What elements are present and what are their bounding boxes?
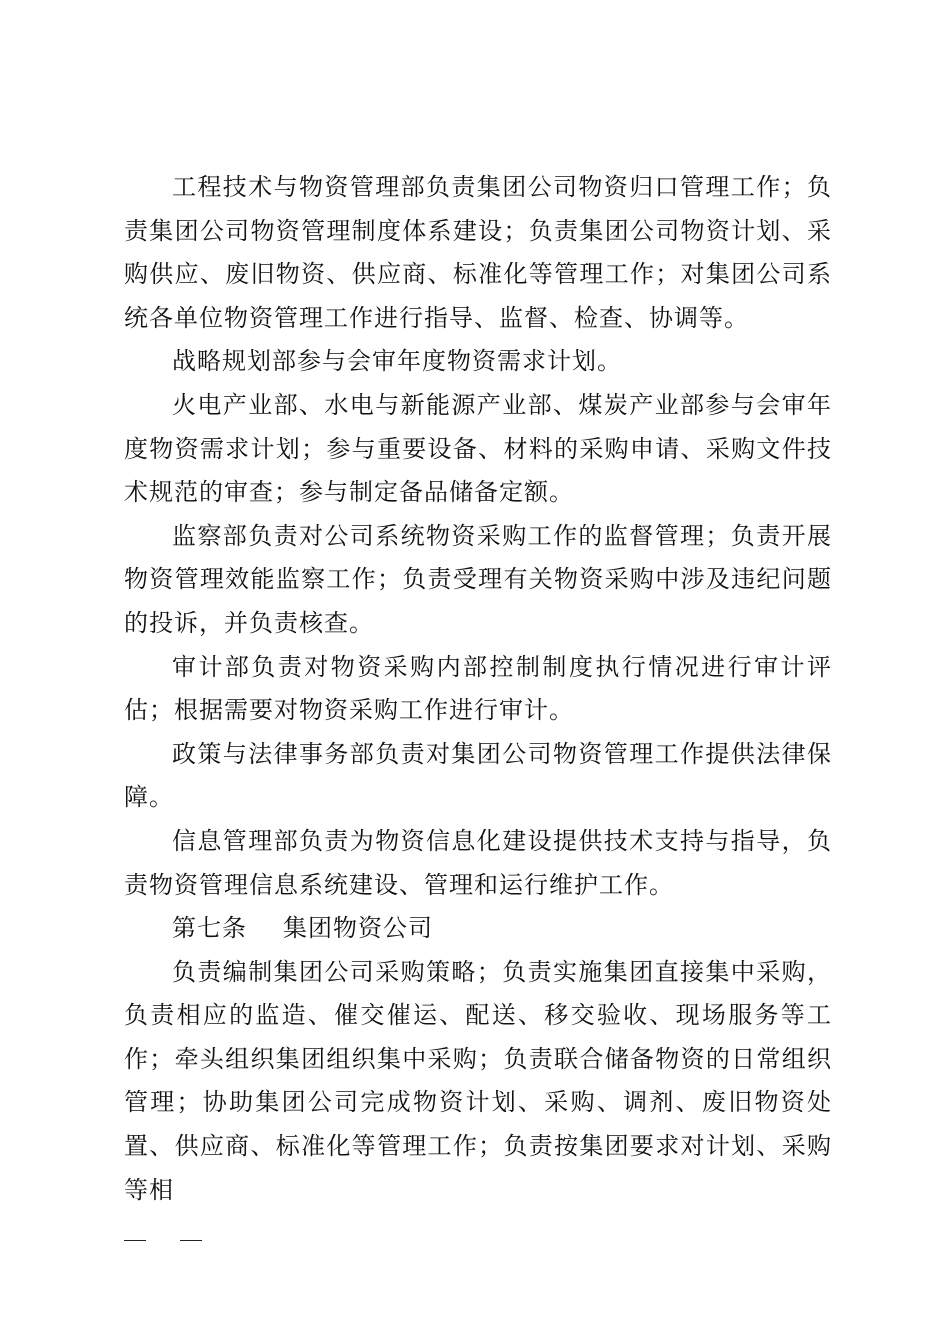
article-number: 第七条: [172, 914, 247, 943]
paragraph-supervision-dept: 监察部负责对公司系统物资采购工作的监督管理；负责开展物资管理效能监察工作；负责受理有关物资采购中涉及违纪问题的投诉，并负责核查。: [124, 521, 832, 637]
page-footer: [124, 1226, 204, 1246]
paragraph-engineering-dept: 工程技术与物资管理部负责集团公司物资归口管理工作；负责集团公司物资管理制度体系建设；负责集团公司物资计划、采购供应、废旧物资、供应商、标准化等管理工作；对集团公司系统各单位物资管理工作进行指导、监督、检查、协调等。: [124, 173, 832, 332]
article-heading: [124, 907, 832, 951]
paragraph-info-dept: 信息管理部负责为物资信息化建设提供技术支持与指导，负责物资管理信息系统建设、管理和运行维护工作。: [124, 826, 832, 899]
footer-dash-right: [180, 1240, 202, 1241]
paragraph-industry-depts: 火电产业部、水电与新能源产业部、煤炭产业部参与会审年度物资需求计划；参与重要设备、材料的采购申请、采购文件技术规范的审查；参与制定备品储备定额。: [124, 390, 832, 507]
article-title: 集团物资公司: [283, 914, 433, 943]
paragraph-audit-dept: 审计部负责对物资采购内部控制制度执行情况进行审计评估；根据需要对物资采购工作进行审计。: [124, 652, 832, 725]
paragraph-legal-dept: 政策与法律事务部负责对集团公司物资管理工作提供法律保障。: [124, 739, 832, 812]
paragraph-article-body: 负责编制集团公司采购策略；负责实施集团直接集中采购，负责相应的监造、催交催运、配送、移交验收、现场服务等工作；牵头组织集团组织集中采购；负责联合储备物资的日常组织管理；协助集团公司完成物资计划、采购、调剂、废旧物资处置、供应商、标准化等管理工作；负责按集团要求对计划、采购等相: [124, 957, 832, 1204]
document-body: [124, 166, 832, 1212]
paragraph-strategy-dept: 战略规划部参与会审年度物资需求计划。: [172, 347, 622, 376]
footer-dash-left: [124, 1240, 146, 1241]
